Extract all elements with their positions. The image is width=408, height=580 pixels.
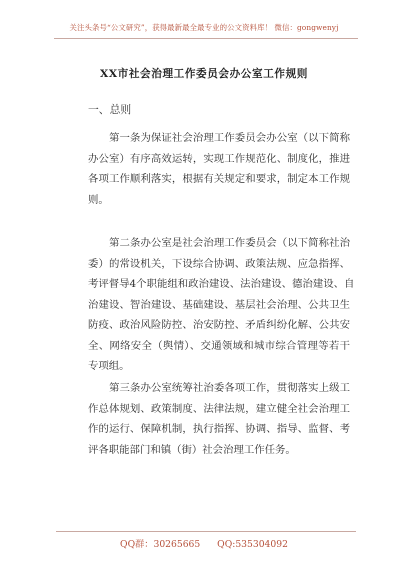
article-line: 治建设、智治建设、基础建设、基层社会治理、公共卫生 bbox=[88, 298, 350, 311]
article-line: 第一条为保证社会治理工作委员会办公室（以下简称 bbox=[109, 132, 350, 144]
article-line: 考评督导4个职能组和政治建设、法治建设、德治建设、自 bbox=[88, 278, 355, 290]
article-line: 评各职能部门和镇（街）社会治理工作任务。 bbox=[88, 443, 296, 456]
footer-contact-banner bbox=[0, 536, 408, 550]
article-line: 委）的常设机关，下设综合协调、政策法规、应急指挥、 bbox=[88, 257, 350, 270]
article-line: 第三条办公室统筹社治委各项工作，贯彻落实上级工 bbox=[109, 382, 350, 394]
article-line: 则。 bbox=[88, 193, 109, 206]
footer-qq-group: QQ群：30265665 bbox=[120, 539, 201, 550]
article-line: 防疫、政治风险防控、治安防控、矛盾纠纷化解、公共安 bbox=[88, 319, 350, 331]
article-line: 专项组。 bbox=[88, 360, 130, 372]
article-3 bbox=[88, 378, 350, 460]
article-line: 各项工作顺利落实，根据有关规定和要求，制定本工作规 bbox=[88, 173, 350, 185]
article-line: 全、网络安全（舆情）、交通领域和城市综合管理等若干 bbox=[88, 339, 350, 352]
article-line: 办公室）有序高效运转，实现工作规范化、制度化，推进 bbox=[88, 152, 350, 165]
article-line: 作的运行、保障机制，执行指挥、协调、指导、监督、考 bbox=[88, 423, 350, 435]
section-heading: 一、总则 bbox=[88, 103, 132, 116]
footer-qq: QQ:535304092 bbox=[217, 539, 288, 550]
header-divider bbox=[54, 38, 358, 39]
footer-divider bbox=[56, 531, 356, 532]
document-title: XX市社会治理工作委员会办公室工作规则 bbox=[100, 68, 308, 80]
article-2 bbox=[88, 233, 355, 377]
article-line: 第二条办公室是社会治理工作委员会（以下简称社治 bbox=[109, 237, 350, 249]
header-promo-banner: 关注头条号“公文研究”，获得最新最全最专业的公文资料库！ 微信：gongwenyj bbox=[69, 23, 339, 32]
article-line: 作总体规划、政策制度、法律法规，建立健全社会治理工 bbox=[88, 402, 350, 415]
article-1 bbox=[88, 128, 350, 210]
